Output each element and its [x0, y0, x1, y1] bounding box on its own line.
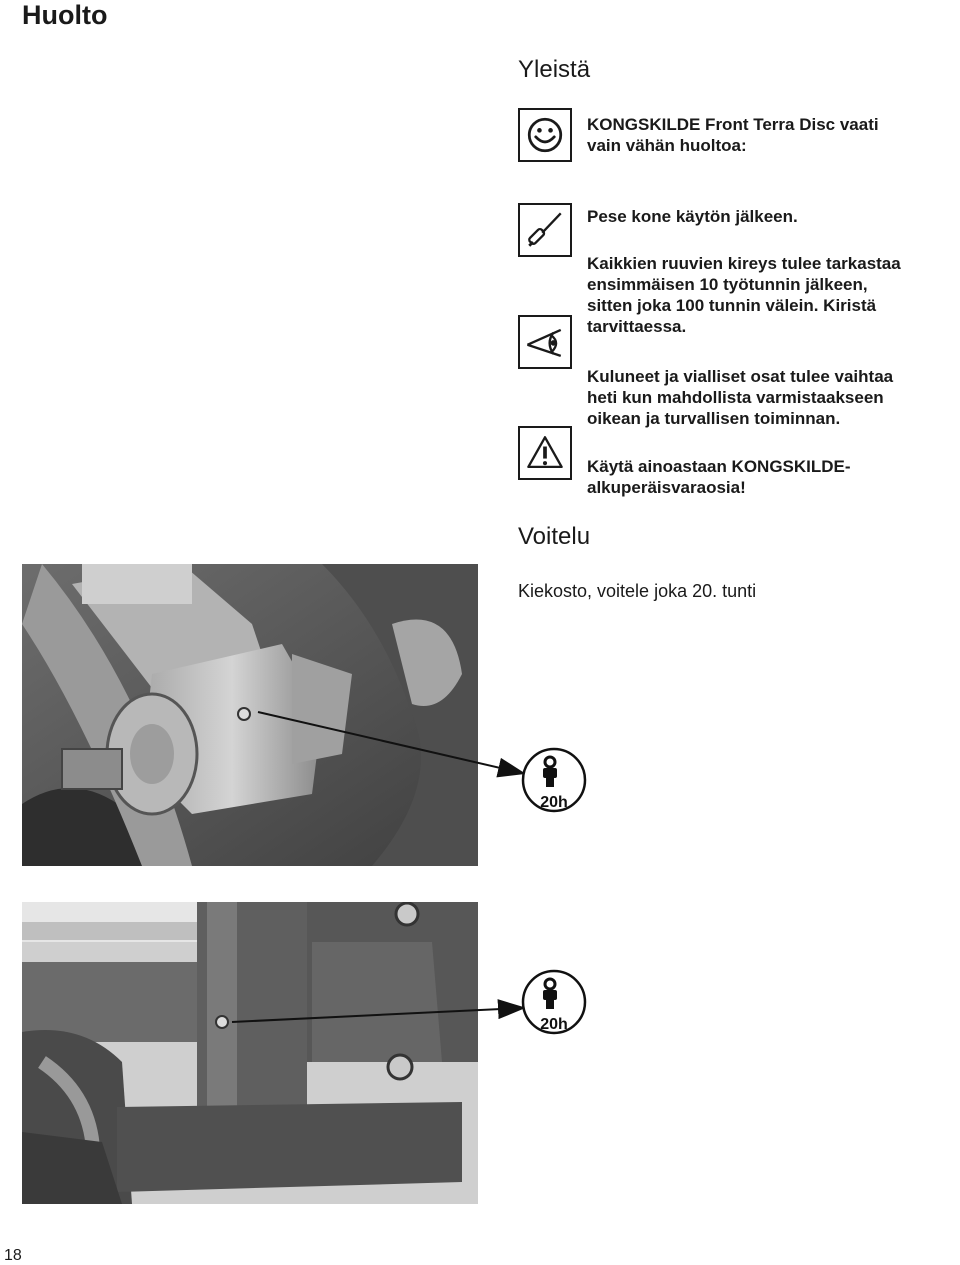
section-heading-lubrication: Voitelu: [518, 523, 591, 550]
badge-label-1: 20h: [540, 794, 568, 811]
screws-text: Kaikkien ruuvien kireys tulee tarkastaa ensimmäisen 10 työtunnin jälkeen, sitten joka 100 tunnin välein. Kiristä tarvittaessa.: [587, 254, 901, 336]
spares-text: Käytä ainoastaan KONGSKILDE- alkuperäisvaraosia!: [587, 457, 851, 497]
page-title: Huolto: [22, 0, 108, 30]
section-heading-general: Yleistä: [518, 56, 591, 83]
worn-parts-text: Kuluneet ja vialliset osat tulee vaihtaa heti kun mahdollista varmistaakseen oikean ja turvallisen toiminnan.: [587, 367, 894, 428]
grease-nipple-icon: [520, 746, 588, 814]
intro-text: KONGSKILDE Front Terra Disc vaati vain vähän huoltoa:: [587, 115, 879, 155]
page-number: 18: [4, 1247, 22, 1264]
grease-nipple-icon: [520, 968, 588, 1036]
lubrication-caption: Kiekosto, voitele joka 20. tunti: [518, 581, 757, 601]
badge-label-2: 20h: [540, 1016, 568, 1033]
wash-text: Pese kone käytön jälkeen.: [587, 207, 798, 226]
